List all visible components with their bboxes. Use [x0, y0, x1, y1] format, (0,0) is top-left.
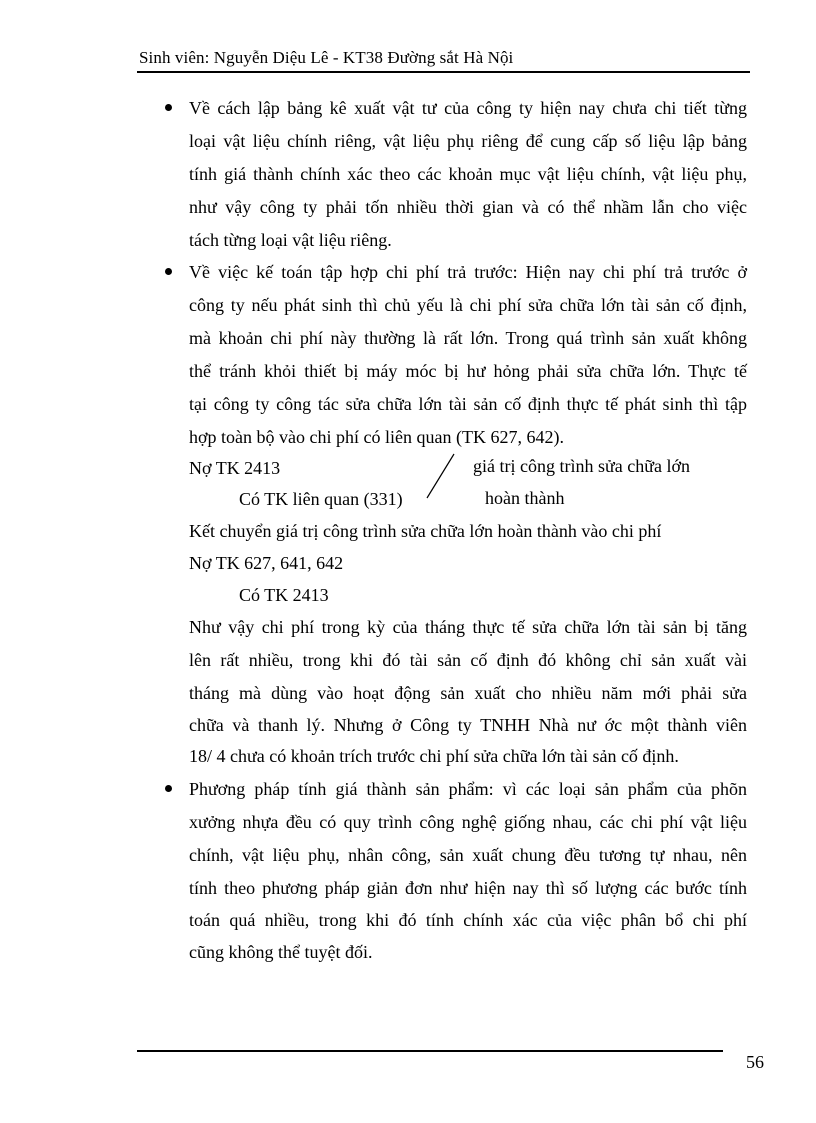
bullet-3-line-1: Phương pháp tính giá thành sản phẩm: vì các loại sản phẩm của phõn [189, 779, 747, 799]
bullet-3-line-2: xưởng nhựa đều có quy trình công nghệ giống nhau, các chi phí vật liệu [189, 812, 747, 832]
bullet-2-line-2: công ty nếu phát sinh thì chủ yếu là chi phí sửa chữa lớn tài sản cố định, [189, 295, 747, 315]
page-header: Sinh viên: Nguyễn Diệu Lê - KT38 Đường sắt Hà Nội [139, 48, 514, 67]
conclusion-line-3: tháng mà dùng vào hoạt động sản xuất cho nhiều năm mới phải sửa [189, 683, 747, 703]
bullet-2-line-6: hợp toàn bộ vào chi phí có liên quan (TK 627, 642). [189, 427, 564, 447]
bullet-1-line-2: loại vật liệu chính riêng, vật liệu phụ riêng để cung cấp số liệu lập bảng [189, 131, 747, 151]
bullet-3-line-3: chính, vật liệu phụ, nhân công, sản xuất chung đều tương tự nhau, nên [189, 845, 747, 865]
conclusion-line-5: 18/ 4 chưa có khoản trích trước chi phí sửa chữa lớn tài sản cố định. [189, 746, 679, 766]
bullet-1-marker [165, 104, 172, 111]
bullet-3-line-5: toán quá nhiều, trong khi đó tính chính xác của việc phân bổ chi phí [189, 910, 747, 930]
bullet-1-line-5: tách từng loại vật liệu riêng. [189, 230, 392, 250]
bullet-2-marker [165, 268, 172, 275]
entry-2-debit: Nợ TK 627, 641, 642 [189, 553, 344, 573]
bullet-2-line-5: tại công ty công tác sửa chữa lớn tài sản cố định thực tế phát sinh thì tập [189, 394, 747, 414]
entry-1-credit: Có TK liên quan (331) [239, 489, 403, 509]
bullet-2-line-3: mà khoản chi phí này thường là rất lớn. Trong quá trình sản xuất không [189, 328, 747, 348]
entry-1-debit: Nợ TK 2413 [189, 458, 281, 478]
bullet-3-marker [165, 785, 172, 792]
page-number: 56 [746, 1052, 764, 1072]
bullet-3-line-6: cũng không thể tuyệt đối. [189, 942, 373, 962]
bullet-1-line-4: như vậy công ty phải tốn nhiều thời gian và có thể nhầm lẫn cho việc [189, 197, 747, 217]
conclusion-line-2: lên rất nhiều, trong khi đó tài sản cố định đó không chỉ sản xuất vài [189, 650, 747, 670]
header-rule [137, 71, 750, 73]
bullet-2-line-1: Về việc kế toán tập hợp chi phí trả trước: Hiện nay chi phí trả trước ở [189, 262, 747, 282]
entry-1-description-line-2: hoàn thành [485, 488, 565, 508]
entry-2-credit: Có TK 2413 [239, 585, 329, 605]
entry-1-description-line-1: giá trị công trình sửa chữa lớn [473, 456, 690, 476]
conclusion-line-1: Như vậy chi phí trong kỳ của tháng thực tế sửa chữa lớn tài sản bị tăng [189, 617, 747, 637]
bullet-2-line-4: thể tránh khỏi thiết bị máy móc bị hư hỏng phải sửa chữa lớn. Thực tế [189, 361, 747, 381]
entry-1-divider-slash [424, 452, 458, 500]
conclusion-line-4: chữa và thanh lý. Nhưng ở Công ty TNHH Nhà nư ớc một thành viên [189, 715, 747, 735]
bullet-3-line-4: tính theo phương pháp giản đơn như hiện nay thì số lượng các bước tính [189, 878, 747, 898]
transfer-text: Kết chuyển giá trị công trình sửa chữa lớn hoàn thành vào chi phí [189, 521, 662, 541]
bullet-1-line-1: Về cách lập bảng kê xuất vật tư của công ty hiện nay chưa chi tiết từng [189, 98, 747, 118]
footer-rule [137, 1050, 723, 1052]
bullet-1-line-3: tính giá thành chính xác theo các khoản mục vật liệu chính, vật liệu phụ, [189, 164, 747, 184]
